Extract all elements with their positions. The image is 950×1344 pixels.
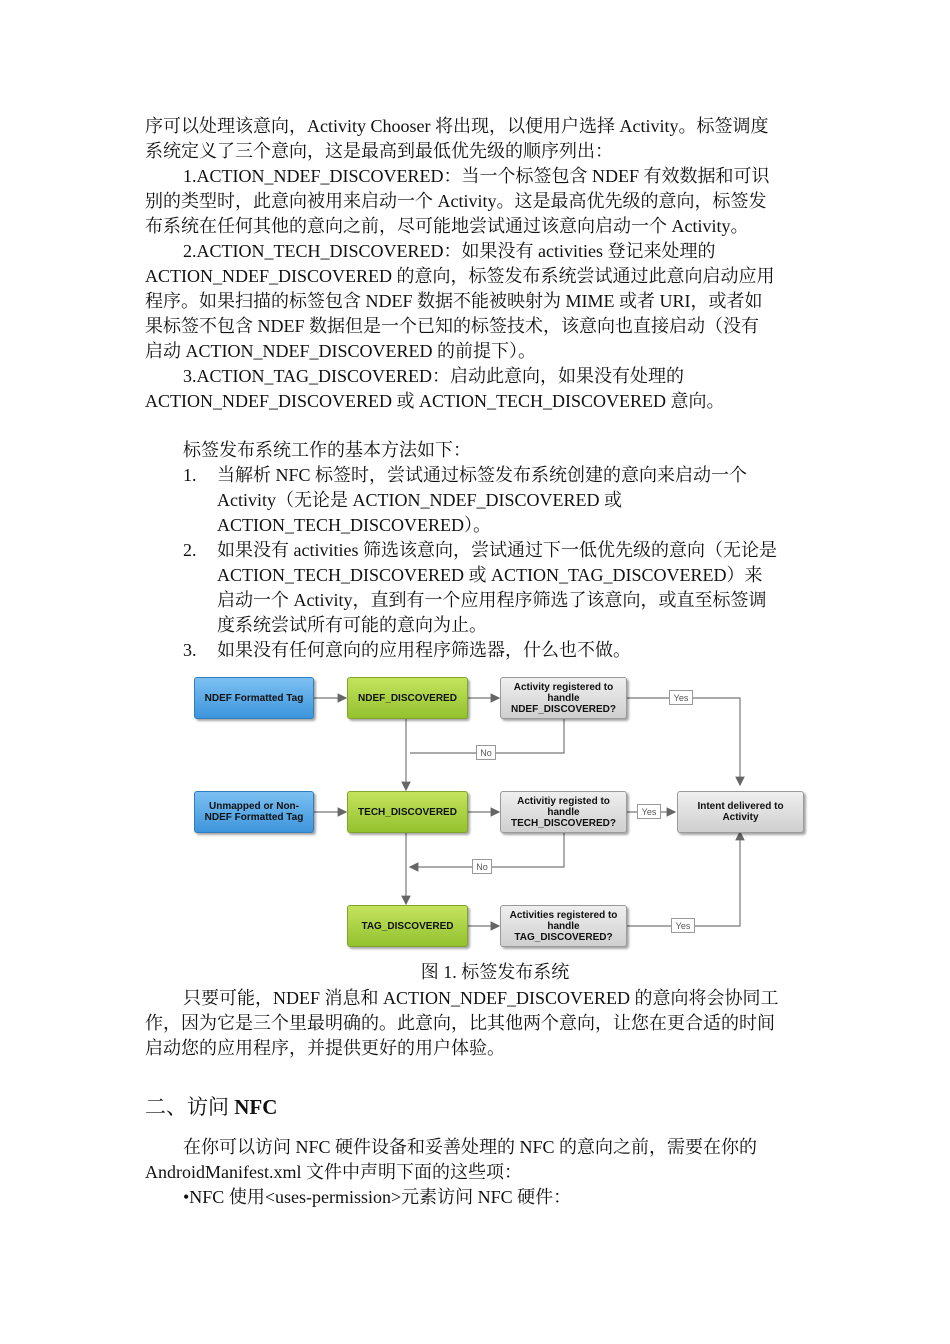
text-line: ACTION_NDEF_DISCOVERED 或 ACTION_TECH_DISCOVERED 意向。 [145, 391, 725, 411]
tag-registered-question [500, 905, 627, 947]
text-line: 启动您的应用程序，并提供更好的用户体验。 [145, 1038, 505, 1058]
box-label: handle [547, 692, 580, 704]
text-line: 作，因为它是三个里最明确的。此意向，比其他两个意向，让您在更合适的时间 [145, 1013, 775, 1033]
box-label: Unmapped or Non- [209, 801, 299, 812]
text-line: AndroidManifest.xml 文件中声明下面的这些项： [145, 1162, 522, 1182]
yes-label: Yes [637, 804, 661, 819]
section-heading-prefix: 二、访问 [145, 1095, 235, 1119]
list-item: 当解析 NFC 标签时，尝试通过标签发布系统创建的意向来启动一个 [217, 465, 748, 485]
text-line: 2.ACTION_TECH_DISCOVERED：如果没有 activities 登记来处理的 [183, 241, 716, 261]
box-label: NDEF_DISCOVERED [358, 692, 457, 704]
text-line: 在你可以访问 NFC 硬件设备和妥善处理的 NFC 的意向之前，需要在你的 [183, 1137, 758, 1157]
list-number: 2. [183, 540, 197, 560]
text-line: 3.ACTION_TAG_DISCOVERED：启动此意向，如果没有处理的 [183, 366, 685, 386]
list-item: Activity（无论是 ACTION_NDEF_DISCOVERED 或 [217, 490, 622, 510]
text-line: 布系统在任何其他的意向之前，尽可能地尝试通过该意向启动一个 Activity。 [145, 216, 749, 236]
ndef-registered-question [500, 677, 627, 719]
box-label: Activity registered to [513, 681, 614, 693]
box-label: NDEF Formatted Tag [204, 812, 304, 823]
text-line: 系统定义了三个意向，这是最高到最低优先级的顺序列出： [145, 141, 613, 161]
box-label: Activity [722, 812, 759, 823]
no-label: No [476, 745, 496, 760]
list-item: 如果没有任何意向的应用程序筛选器，什么也不做。 [217, 640, 631, 660]
box-label: NDEF Formatted Tag [204, 692, 304, 704]
text-line: 只要可能，NDEF 消息和 ACTION_NDEF_DISCOVERED 的意向将会协同工 [183, 988, 779, 1008]
text-line: ACTION_NDEF_DISCOVERED 的意向，标签发布系统尝试通过此意向启动应用 [145, 266, 775, 286]
section-heading-bold: NFC [234, 1095, 278, 1119]
box-label: TAG_DISCOVERED? [514, 931, 613, 943]
text-line: 程序。如果扫描的标签包含 NDEF 数据不能被映射为 MIME 或者 URI，或者如 [145, 291, 763, 311]
text-line: 果标签不包含 NDEF 数据但是一个已知的标签技术，该意向也直接启动（没有 [145, 316, 760, 336]
list-number: 3. [183, 640, 197, 660]
text-line: 标签发布系统工作的基本方法如下： [183, 440, 471, 460]
box-label: Intent delivered to [697, 801, 784, 812]
list-item: 度系统尝试所有可能的意向为止。 [217, 615, 487, 635]
tag-dispatch-diagram [190, 672, 810, 957]
unmapped-tag-box [194, 791, 314, 833]
text-line: 启动 ACTION_NDEF_DISCOVERED 的前提下）。 [145, 341, 536, 361]
box-label: TECH_DISCOVERED? [510, 817, 616, 829]
text-line: •NFC 使用<uses-permission>元素访问 NFC 硬件： [183, 1187, 572, 1207]
text-line: 别的类型时，此意向被用来启动一个 Activity。这是最高优先级的意向，标签发 [145, 191, 767, 211]
tech-discovered-box [347, 791, 468, 833]
yes-label: Yes [671, 918, 695, 933]
list-item: 如果没有 activities 筛选该意向，尝试通过下一低优先级的意向（无论是 [217, 540, 777, 560]
box-label: TECH_DISCOVERED [358, 806, 457, 818]
figure-caption: 图 1. 标签发布系统 [420, 962, 570, 982]
tag-discovered-box [347, 905, 468, 947]
list-item: 启动一个 Activity，直到有一个应用程序筛选了该意向，或直至标签调 [217, 590, 767, 610]
section-heading [145, 1092, 277, 1122]
text-line: 序可以处理该意向，Activity Chooser 将出现，以便用户选择 Activity。标签调度 [145, 116, 769, 136]
box-label: Activitiy registed to [517, 795, 610, 807]
yes-label: Yes [669, 690, 693, 705]
box-label: handle [547, 806, 580, 818]
list-number: 1. [183, 465, 197, 485]
text-line: 1.ACTION_NDEF_DISCOVERED：当一个标签包含 NDEF 有效数据和可识 [183, 166, 770, 186]
ndef-discovered-box [347, 677, 468, 719]
box-label: TAG_DISCOVERED [361, 920, 454, 932]
list-item: ACTION_TECH_DISCOVERED 或 ACTION_TAG_DISCOVERED）来 [217, 565, 763, 585]
no-label: No [472, 859, 492, 874]
box-label: Activities registered to [509, 909, 618, 921]
tech-registered-question [500, 791, 627, 833]
box-label: NDEF_DISCOVERED? [510, 703, 616, 715]
intent-delivered-box [677, 791, 804, 833]
box-label: handle [547, 920, 580, 932]
ndef-formatted-tag-box [194, 677, 314, 719]
list-item: ACTION_TECH_DISCOVERED）。 [217, 515, 491, 535]
